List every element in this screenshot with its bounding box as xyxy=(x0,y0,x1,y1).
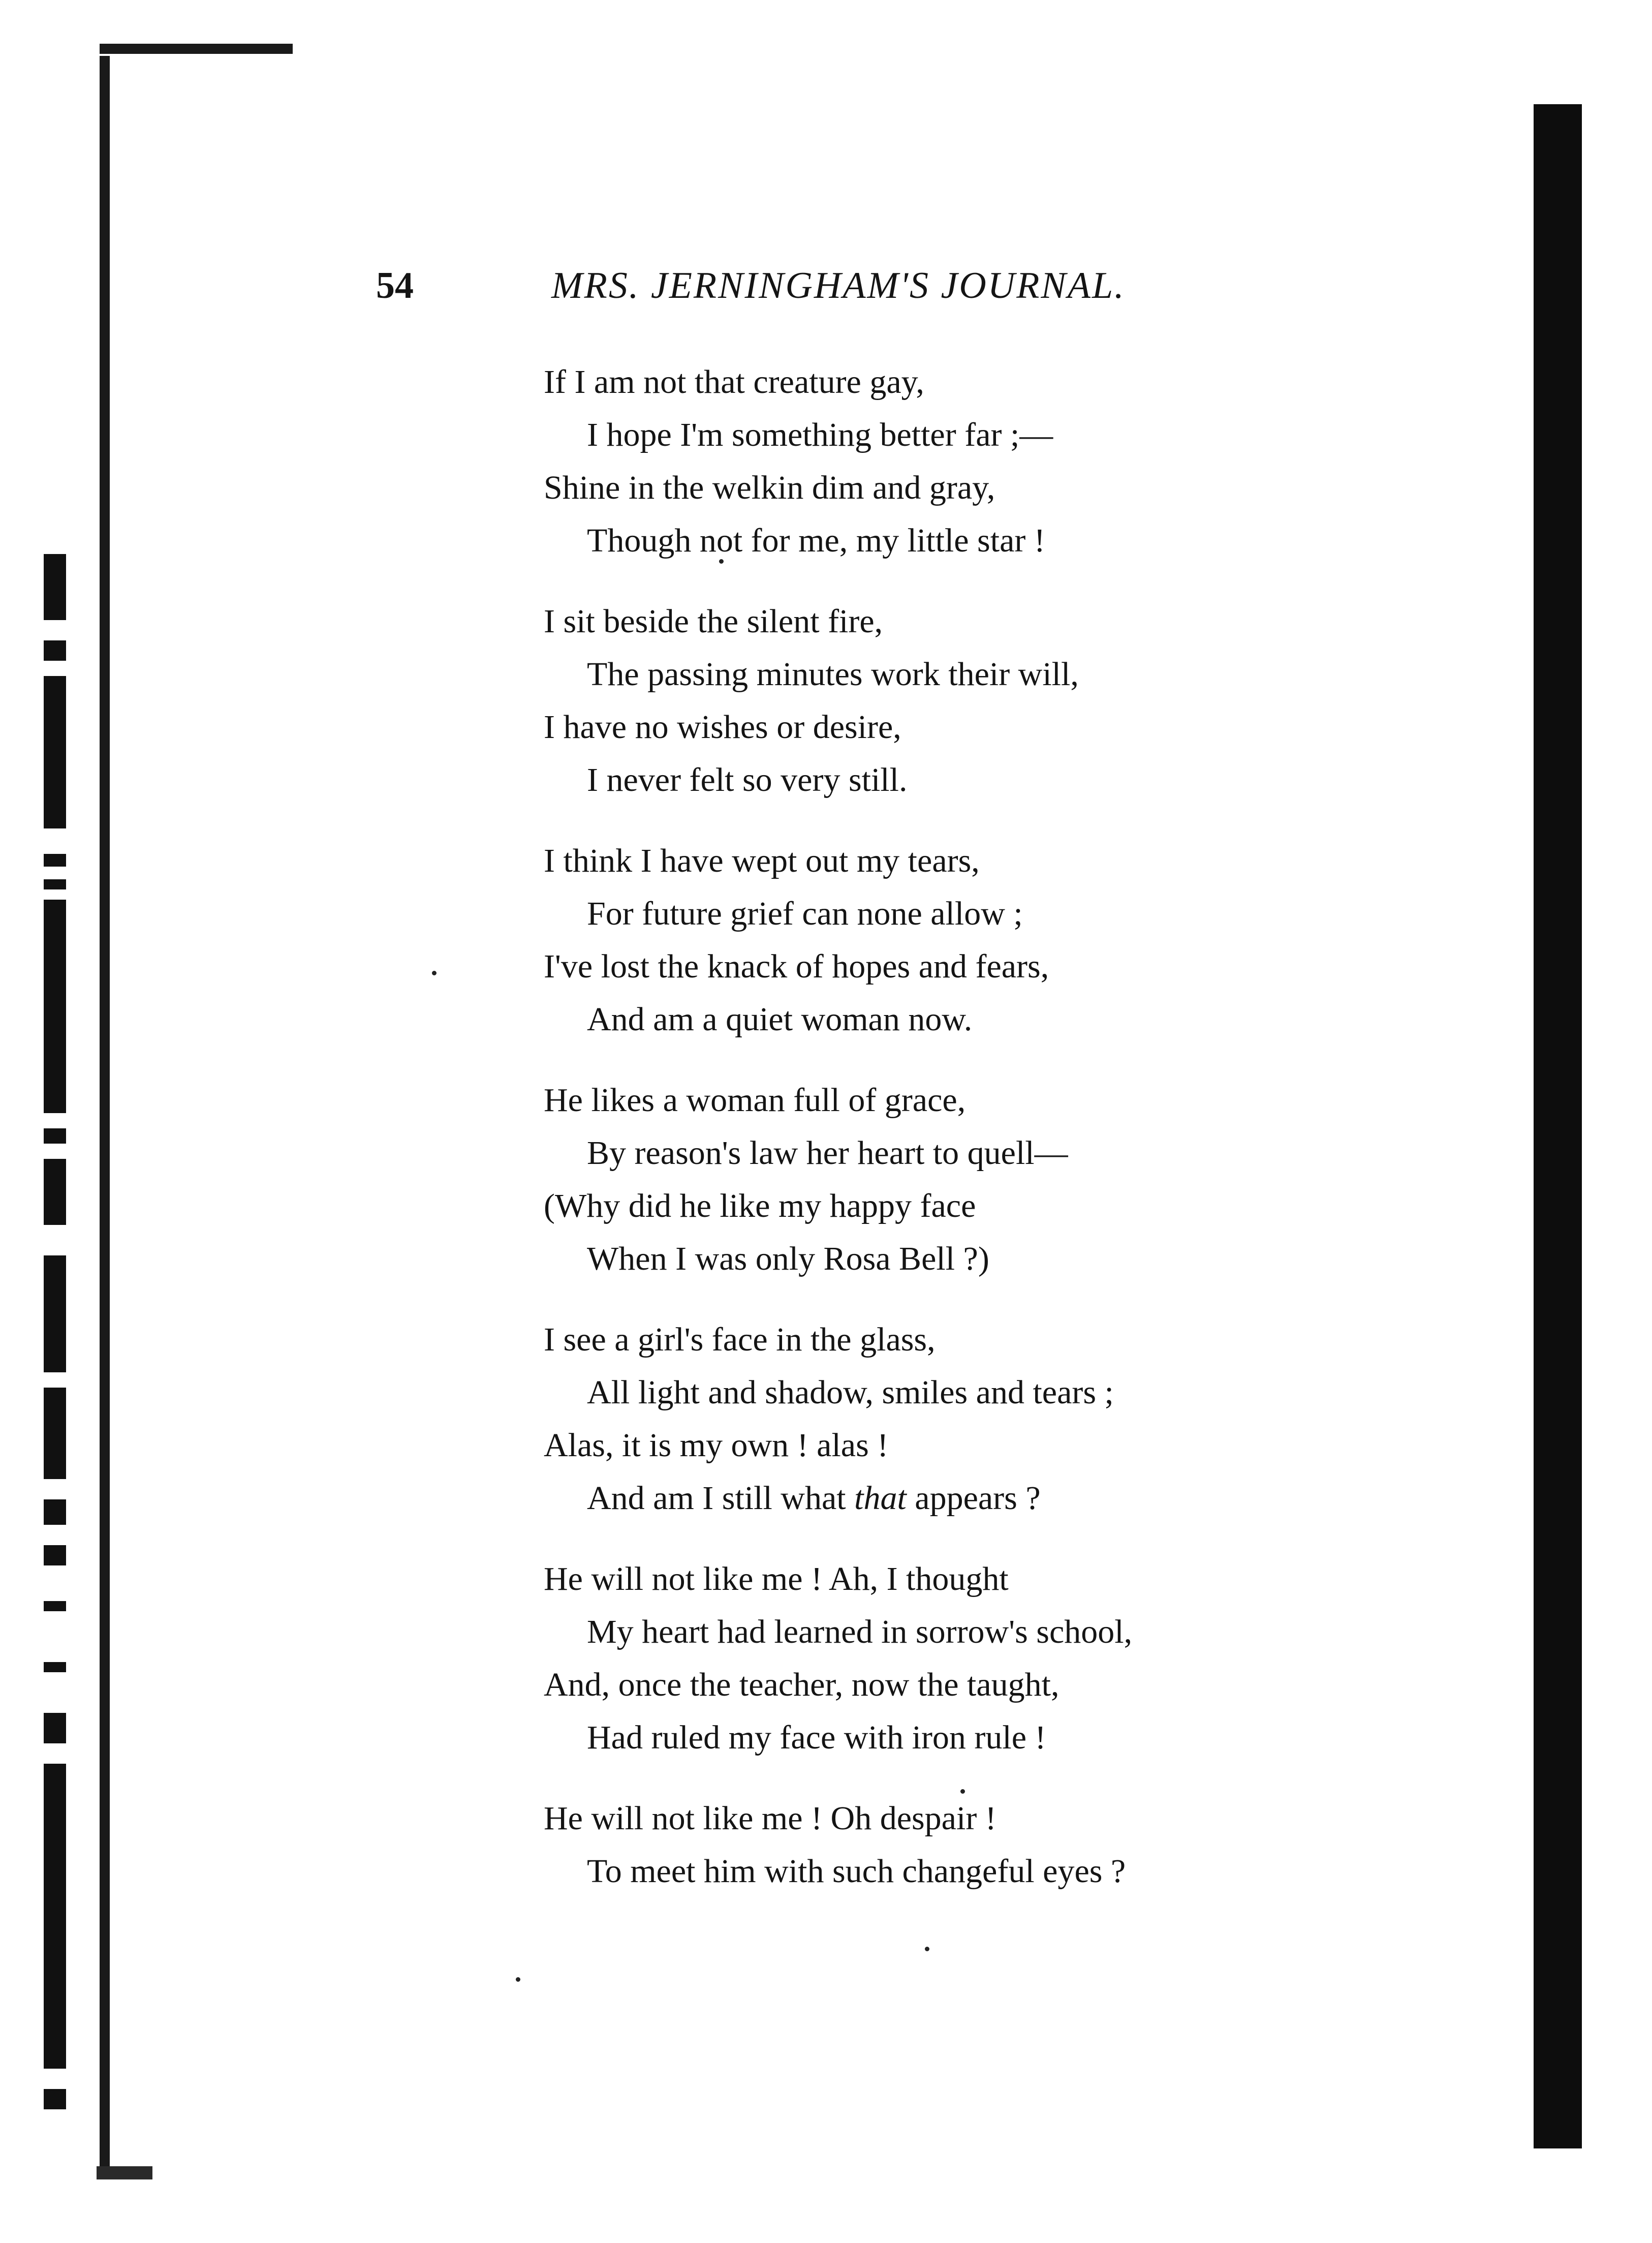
poem-line: And am I still what that appears ? xyxy=(587,1480,1041,1517)
scan-speck xyxy=(432,971,437,975)
poem-line: (Why did he like my happy face xyxy=(544,1187,976,1224)
scan-speck xyxy=(925,1947,929,1951)
poem-line: All light and shadow, smiles and tears ; xyxy=(587,1374,1114,1411)
scan-edge-left-foot xyxy=(97,2166,152,2179)
page-number: 54 xyxy=(376,265,414,306)
poem-line: I never felt so very still. xyxy=(587,761,908,798)
stanza xyxy=(544,356,1408,567)
stanza xyxy=(544,595,1408,807)
poem-line: The passing minutes work their will, xyxy=(587,656,1079,693)
stanza xyxy=(544,1074,1408,1285)
stanza xyxy=(544,1792,1408,1898)
poem-line: He likes a woman full of grace, xyxy=(544,1082,966,1119)
stanza xyxy=(544,1313,1408,1525)
scan-margin-strips xyxy=(44,554,66,2109)
poem-line: By reason's law her heart to quell— xyxy=(587,1134,1068,1172)
stanza xyxy=(544,1553,1408,1764)
poem-line: I've lost the knack of hopes and fears, xyxy=(544,948,1049,985)
poem-line: I think I have wept out my tears, xyxy=(544,842,980,879)
poem-line: When I was only Rosa Bell ?) xyxy=(587,1240,989,1277)
poem-line: I see a girl's face in the glass, xyxy=(544,1321,936,1358)
running-head xyxy=(0,264,1652,320)
poem-line: He will not like me ! Ah, I thought xyxy=(544,1560,1009,1597)
poem-line: If I am not that creature gay, xyxy=(544,363,924,401)
scan-speck xyxy=(516,1977,520,1982)
poem xyxy=(544,356,1408,1926)
poem-line: Though not for me, my little star ! xyxy=(587,522,1045,559)
poem-line: Shine in the welkin dim and gray, xyxy=(544,469,995,506)
poem-line: And, once the teacher, now the taught, xyxy=(544,1666,1059,1703)
poem-line: He will not like me ! Oh despair ! xyxy=(544,1800,996,1837)
poem-line: I sit beside the silent fire, xyxy=(544,603,883,640)
poem-line: My heart had learned in sorrow's school, xyxy=(587,1613,1133,1650)
running-title: MRS. JERNINGHAM'S JOURNAL. xyxy=(551,265,1126,306)
poem-line: Had ruled my face with iron rule ! xyxy=(587,1719,1046,1756)
poem-line: Alas, it is my own ! alas ! xyxy=(544,1427,889,1464)
poem-line: And am a quiet woman now. xyxy=(587,1001,973,1038)
poem-line: I have no wishes or desire, xyxy=(544,709,901,746)
scan-edge-top xyxy=(100,44,293,54)
poem-line: For future grief can none allow ; xyxy=(587,895,1023,932)
scan-edge-left xyxy=(100,56,110,2170)
scan-edge-right xyxy=(1534,104,1582,2148)
stanza xyxy=(544,835,1408,1046)
poem-line: To meet him with such changeful eyes ? xyxy=(587,1853,1126,1890)
poem-line: I hope I'm something better far ;— xyxy=(587,416,1053,453)
